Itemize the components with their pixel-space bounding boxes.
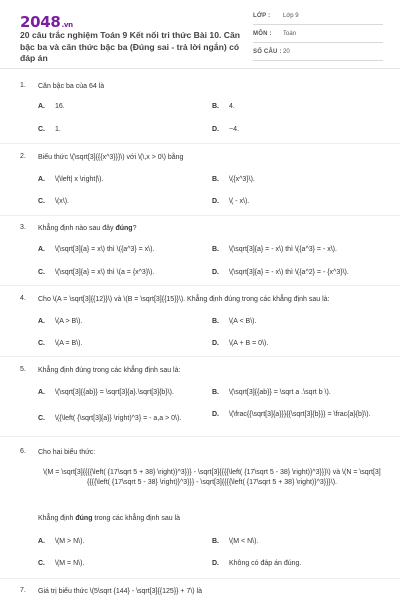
question-number: 2. <box>20 153 26 160</box>
question-divider <box>0 285 400 286</box>
meta-subject: MÔN : Toán <box>253 28 383 43</box>
question-divider <box>0 143 400 144</box>
question-number: 3. <box>20 224 26 231</box>
document-title: 20 câu trắc nghiệm Toán 9 Kết nối tri thức Bài 10. Căn bậc ba và căn thức bậc ba (Đúng sai - trả lời ngắn) có đáp án <box>20 30 241 63</box>
question-subtext: Khẳng định đúng trong các khẳng định sau là <box>38 515 181 522</box>
question-text: Giá trị biểu thức \(5\sqrt {144} - \sqrt[3]{{125}} + 7\) là <box>38 588 203 595</box>
page-header <box>0 0 400 64</box>
question-text: Căn bậc ba của 64 là <box>38 83 105 90</box>
question-text: Biểu thức \(\sqrt[3]{{{x^3}}}\) với \(\,x > 0\) bằng <box>38 154 184 161</box>
question-number: 6. <box>20 448 26 455</box>
question-number: 1. <box>20 82 26 89</box>
meta-grade: LỚP : Lớp 9 <box>253 10 383 25</box>
question-text: Khẳng định đúng trong các khẳng định sau là: <box>38 367 181 374</box>
site-logo[interactable]: 2048.vn <box>20 13 73 31</box>
question-formula: \(M = \sqrt[3]{{{{\left( {17\sqrt 5 + 38} \right)}^3}}} - \sqrt[3]{{{{\left( {17\sqrt 5 - 38} \right)}^3}}}\) và \(N = \sqrt[3]{{{{\left( {17\sqrt 5 - 38} \right)}^3}}} - \sqrt[3]{{{{\left( {17\sqrt 5 + 38} \right)}^3}}}\). <box>43 469 381 486</box>
question-number: 7. <box>20 587 26 594</box>
question-text: Cho \(A = \sqrt[3]{{12}}\) và \(B = \sqrt[3]{{15}}\). Khẳng định đúng trong các khẳng định sau là: <box>38 296 330 303</box>
header-divider <box>0 68 400 69</box>
question-divider <box>0 215 400 216</box>
question-divider <box>0 356 400 357</box>
document-meta <box>253 10 383 64</box>
question-number: 4. <box>20 295 26 302</box>
question-text: Khẳng định nào sau đây đúng? <box>38 225 137 232</box>
question-text: Cho hai biểu thức: <box>38 449 96 456</box>
meta-question-count: SỐ CÂU : 20 <box>253 46 383 61</box>
question-divider <box>0 578 400 579</box>
question-number: 5. <box>20 366 26 373</box>
question-divider <box>0 436 400 437</box>
